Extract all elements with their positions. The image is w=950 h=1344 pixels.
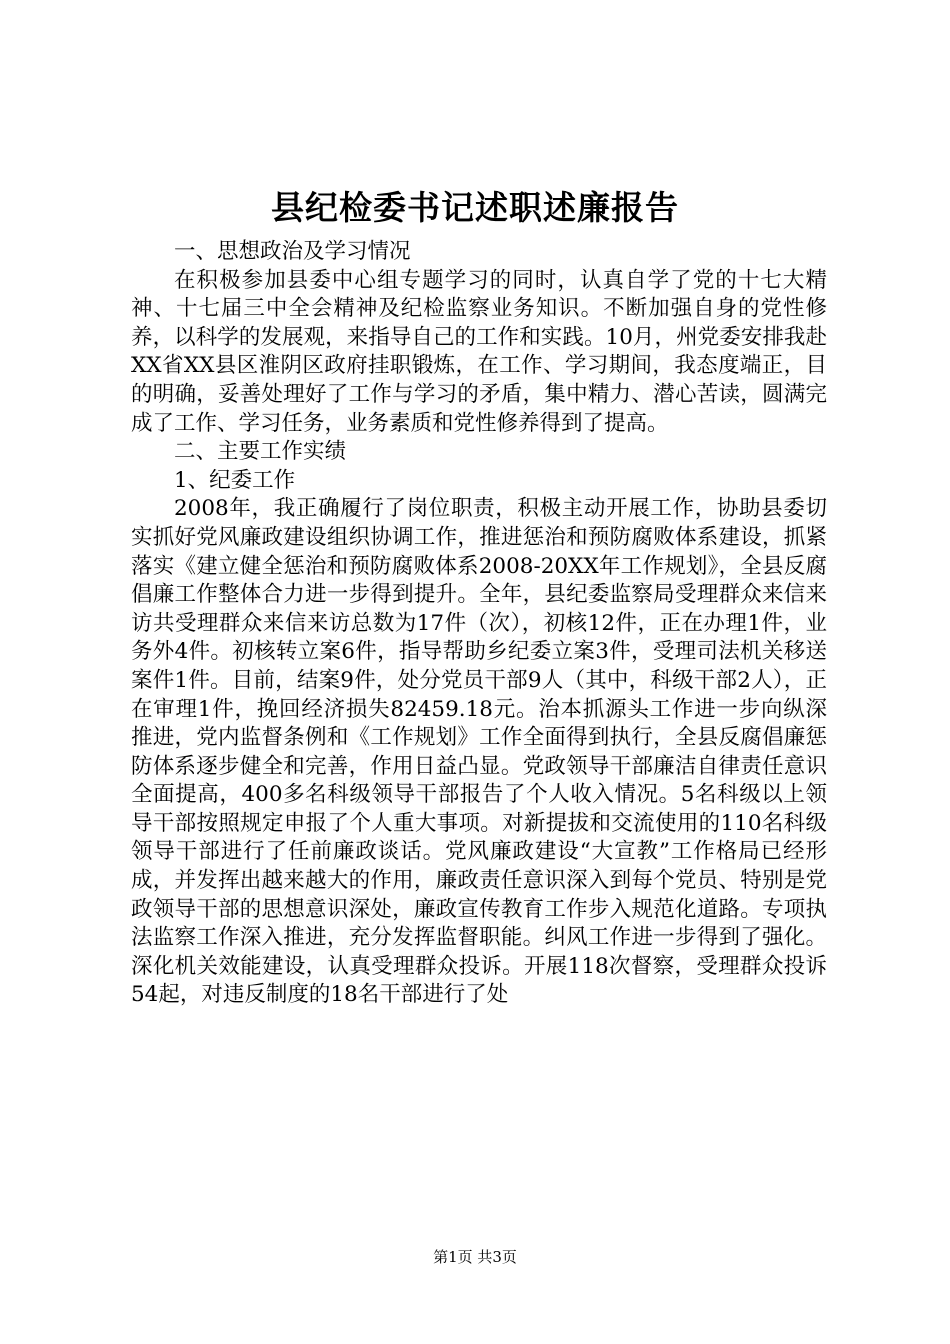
paragraph-work: 2008年，我正确履行了岗位职责，积极主动开展工作，协助县委切实抓好党风廉政建设组织协调工作，推进惩治和预防腐败体系建设，抓紧落实《建立健全惩治和预防腐败体系2008-20XX年工作规划》，全县反腐倡廉工作整体合力进一步得到提升。全年，县纪委监察局受理群众来信来访共受理群众来信来访总数为17件（次），初核12件，正在办理1件，业务外4件。初核转立案6件，指导帮助乡纪委立案3件，受理司法机关移送案件1件。目前，结案9件，处分党员干部9人（其中，科级干部2人），正在审理1件，挽回经济损失82459.18元。治本抓源头工作进一步向纵深推进，党内监督条例和《工作规划》工作全面得到执行，全县反腐倡廉惩防体系逐步健全和完善，作用日益凸显。党政领导干部廉洁自律责任意识全面提高，400多名科级领导干部报告了个人收入情况。5名科级以上领导干部按照规定申报了个人重大事项。对新提拔和交流使用的110名科级领导干部进行了任前廉政谈话。党风廉政建设“大宣教”工作格局已经形成，并发挥出越来越大的作用，廉政责任意识深入到每个党员、特别是党政领导干部的思想意识深处，廉政宣传教育工作步入规范化道路。专项执法监察工作深入推进，充分发挥监督职能。纠风工作进一步得到了强化。深化机关效能建设，认真受理群众投诉。开展118次督察，受理群众投诉54起，对违反制度的18名干部进行了处 (131, 496, 827, 1008)
section-heading-1: 一、思想政治及学习情况 (174, 239, 411, 264)
page-footer: 第1页 共3页 (433, 1248, 517, 1266)
section-heading-2: 二、主要工作实绩 (174, 439, 347, 465)
paragraph-study: 在积极参加县委中心组专题学习的同时，认真自学了党的十七大精神、十七届三中全会精神及纪检监察业务知识。不断加强自身的党性修养，以科学的发展观，来指导自己的工作和实践。10月，州党委安排我赴XX省XX县区淮阴区政府挂职锻炼，在工作、学习期间，我态度端正，目的明确，妥善处理好了工作与学习的矛盾，集中精力、潜心苦读，圆满完成了工作、学习任务，业务素质和党性修养得到了提高。 (131, 267, 827, 436)
subsection-heading-1: 1、纪委工作 (174, 467, 296, 493)
document-title: 县纪检委书记述职述廉报告 (271, 188, 679, 227)
document-body (131, 238, 827, 1010)
